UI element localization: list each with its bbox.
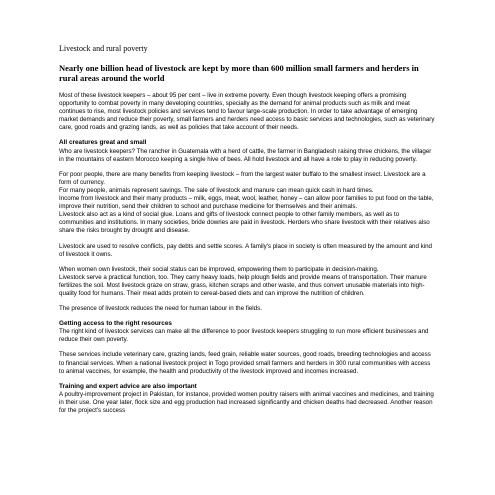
document-title: Livestock and rural poverty	[59, 44, 148, 53]
paragraph: When women own livestock, their social status can be improved, empowering them to participate in decision-making.	[59, 265, 379, 273]
paragraph: Who are livestock keepers? The rancher in Guatemala with a herd of cattle, the farmer in Bangladesh raising three chickens, the villager in the mountains of eastern Morocco keeping a single hive of bees. All hold livestock and all have a role to play in reducing poverty.	[59, 147, 432, 163]
paragraph: These services include veterinary care, grazing lands, feed grain, reliable water sources, good roads, breeding technologies and access to financial services. When a national livestock project in Togo provided small farmers and herders in 300 rural communities with access to animal vaccines, for example, the health and productivity of the livestock improved and incomes increased.	[59, 351, 431, 375]
paragraph: Livestock serve a practical function, too. They carry heavy loads, help plough fields and provide means of transportation. Their manure fertilizes the soil. Most livestock graze on straw, grass, kitchen scraps and other waste, and thus convert unusable materials into high-quality food for humans. Their meat adds protein to cereal-based diets and can improve the nutrition of children.	[59, 273, 427, 297]
section-heading: Getting access to the right resources	[59, 320, 172, 328]
intro-paragraph: Most of these livestock keepers – about 95 per cent – live in extreme poverty. Even though livestock keeping offers a promising opportunity to combat poverty in many developing countries, specially as the demand for animal products such as milk and meat continues to rise, most livestock policies and services tend to favour large-scale production. In order to take advantage of emerging market demands and reduce their poverty, small farmers and herders need access to basic services and technologies, such as veterinary care, good roads and grazing lands, as well as policies that take account of their needs.	[59, 92, 435, 132]
paragraph: The presence of livestock reduces the need for human labour in the fields.	[59, 305, 262, 313]
paragraph: For many people, animals represent savings. The sale of livestock and manure can mean quick cash in hard times.	[59, 186, 374, 194]
section-heading: All creatures great and small	[59, 139, 147, 147]
paragraph: Livestock also act as a kind of social glue. Loans and gifts of livestock connect people to other family members, as well as to communities and institutions. In many societies, bride dowries are paid in livestock. Herders who share livestock with their relatives also share the risks brought by drought and disease.	[59, 211, 430, 235]
section-heading: Training and expert advice are also important	[59, 382, 197, 390]
paragraph: The right kind of livestock services can make all the difference to poor livestock keepers struggling to run more efficient businesses and reduce their own poverty.	[59, 328, 429, 344]
paragraph: For poor people, there are many benefits from keeping livestock – from the largest water buffalo to the smallest insect. Livestock are a form of currency.	[59, 170, 426, 186]
paragraph: A poultry-improvement project in Pakistan, for instance, provided women poultry raisers with animal vaccines and medicines, and training in their use. One year later, flock size and egg production had increased significantly and chicken deaths had decreased. Another reason for the project's success	[59, 390, 434, 414]
paragraph: Livestock are used to resolve conflicts, pay debts and settle scores. A family's place in society is often measured by the amount and kind of livestock it owns.	[59, 242, 432, 258]
paragraph: Income from livestock and their many products – milk, eggs, meat, wool, leather, honey – can allow poor families to put food on the table, improve their nutrition, send their children to school and purchase medicine for themselves and their animals.	[59, 195, 434, 211]
headline: Nearly one billion head of livestock are kept by more than 600 million small farmers and herders in rural areas around the world	[59, 63, 419, 83]
